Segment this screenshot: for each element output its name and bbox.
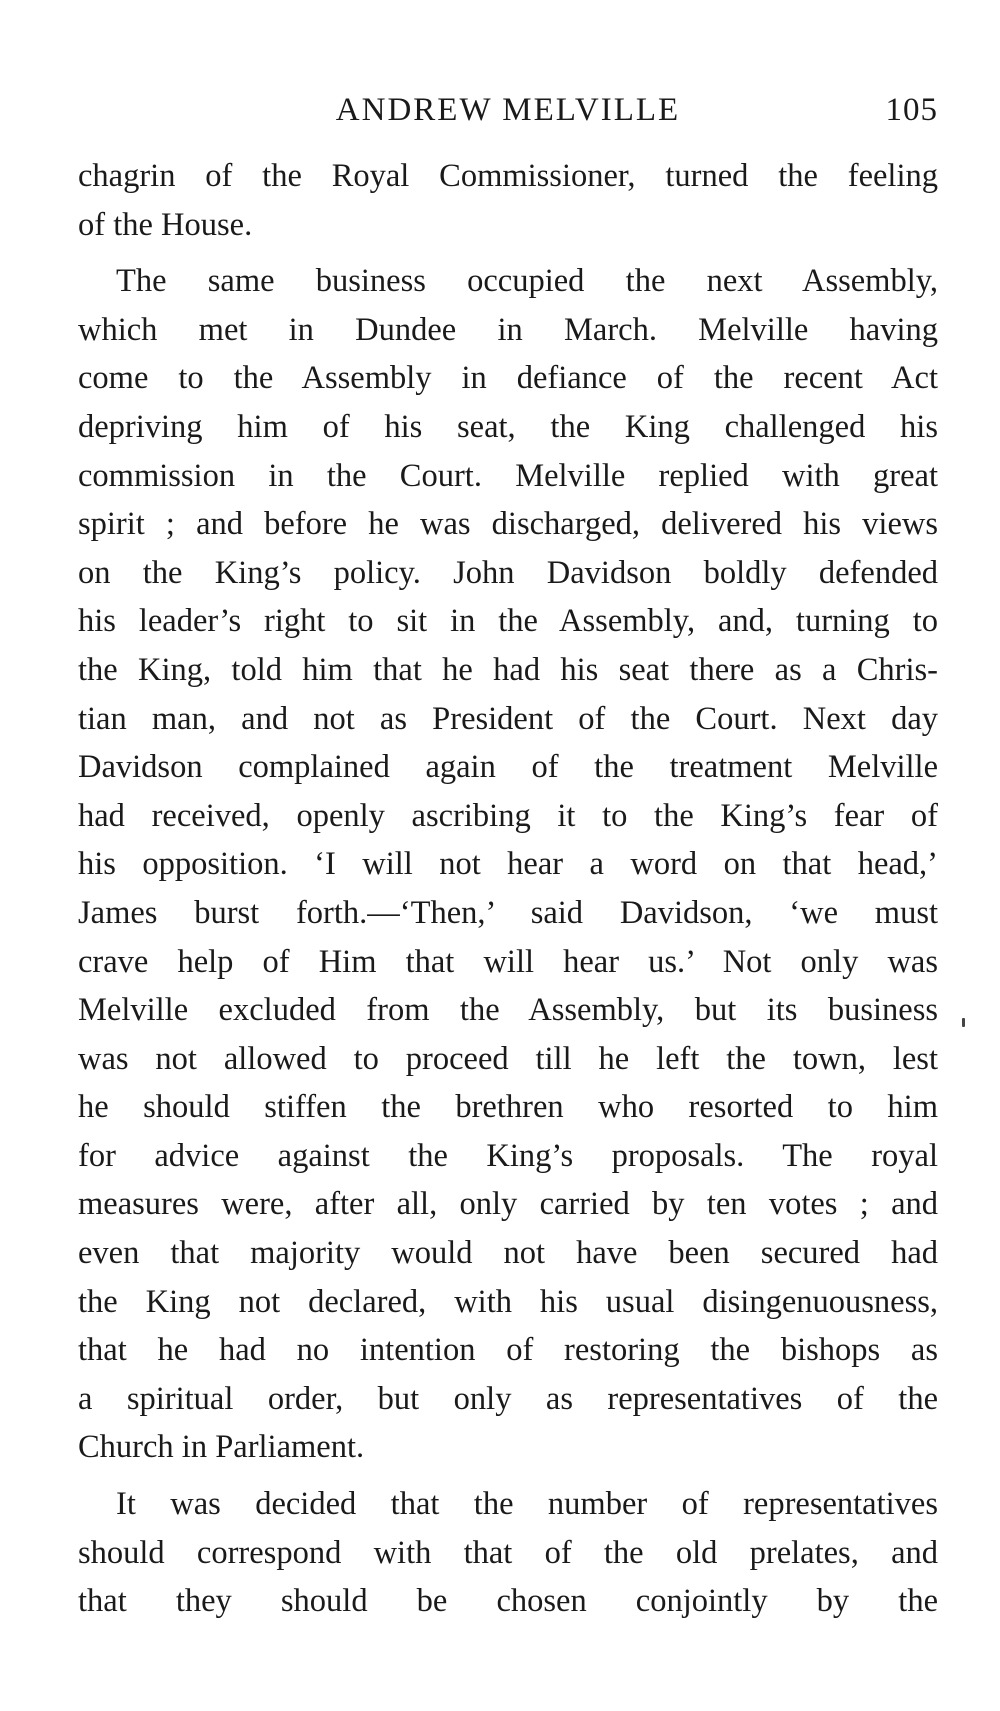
- text-line: that they should be chosen conjointly by the: [78, 1583, 938, 1620]
- text-line: spirit ; and before he was discharged, delivered his views: [78, 506, 938, 543]
- text-line: James burst forth.—‘Then,’ said Davidson, ‘we must: [78, 894, 938, 931]
- text-line: that he had no intention of restoring the bishops as: [78, 1332, 938, 1369]
- text-line: was not allowed to proceed till he left the town, lest: [78, 1040, 938, 1077]
- text-line: It was decided that the number of representatives: [116, 1486, 938, 1523]
- running-head: [78, 88, 938, 132]
- text-line: Church in Parliament.: [78, 1429, 365, 1466]
- text-line: Melville excluded from the Assembly, but its business: [78, 992, 938, 1029]
- paragraph-2: [78, 257, 938, 1472]
- text-line: he should stiffen the brethren who resorted to him: [78, 1089, 938, 1126]
- text-line: on the King’s policy. John Davidson boldly defended: [78, 554, 938, 591]
- text-line: which met in Dundee in March. Melville having: [78, 311, 938, 348]
- text-line: for advice against the King’s proposals. The royal: [78, 1137, 938, 1174]
- text-line: depriving him of his seat, the King challenged his: [78, 408, 938, 445]
- text-line: come to the Assembly in defiance of the recent Act: [78, 360, 938, 397]
- text-line: measures were, after all, only carried by ten votes ; and: [78, 1186, 938, 1223]
- text-line: tian man, and not as President of the Court. Next day: [78, 700, 938, 737]
- body-text: [78, 152, 938, 1634]
- text-line: his opposition. ‘I will not hear a word on that head,’: [78, 846, 938, 883]
- text-line: commission in the Court. Melville replied with great: [78, 457, 938, 494]
- text-line: crave help of Him that will hear us.’ Not only was: [78, 943, 938, 980]
- text-line: a spiritual order, but only as representatives of the: [78, 1380, 938, 1417]
- text-line: had received, openly ascribing it to the King’s fear of: [78, 797, 938, 834]
- text-line: The same business occupied the next Assembly,: [116, 263, 938, 300]
- text-line: chagrin of the Royal Commissioner, turned the feeling: [78, 158, 938, 194]
- text-line: his leader’s right to sit in the Assembly, and, turning to: [78, 603, 938, 640]
- paragraph-3: [78, 1480, 938, 1626]
- print-speck: [962, 1018, 965, 1027]
- page-number: 105: [885, 92, 938, 128]
- paragraph-1: [78, 152, 938, 249]
- running-title: ANDREW MELVILLE: [335, 92, 681, 128]
- text-line: should correspond with that of the old prelates, and: [78, 1534, 938, 1571]
- text-line: the King not declared, with his usual disingenuousness,: [78, 1283, 938, 1320]
- text-line: Davidson complained again of the treatment Melville: [78, 749, 938, 786]
- text-line: the King, told him that he had his seat there as a Chris-: [78, 651, 938, 688]
- text-line: of the House.: [78, 206, 253, 243]
- text-line: even that majority would not have been secured had: [78, 1235, 938, 1272]
